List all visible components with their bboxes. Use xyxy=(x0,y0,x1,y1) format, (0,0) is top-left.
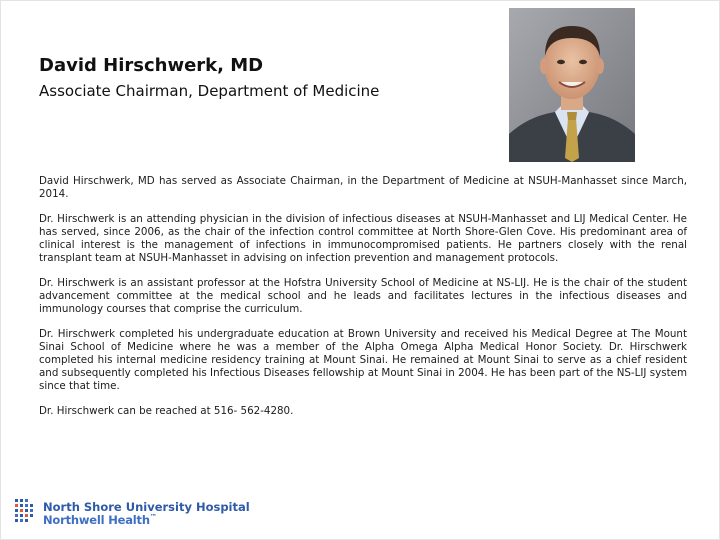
bio-contact-paragraph: Dr. Hirschwerk can be reached at 516- 562-4280. xyxy=(39,405,294,417)
biography xyxy=(39,175,687,430)
profile-name: David Hirschwerk, MD xyxy=(39,55,264,76)
logo-trademark-mark: ™ xyxy=(149,513,157,522)
hospital-logo xyxy=(15,498,250,527)
logo-system-name-text: Northwell Health xyxy=(43,513,150,527)
logo-system-name xyxy=(43,513,157,527)
profile-title: Associate Chairman, Department of Medicine xyxy=(39,82,380,100)
bio-paragraph: David Hirschwerk, MD has served as Associate Chairman, in the Department of Medicine at NSUH-Manhasset since March, 2014. xyxy=(39,175,687,200)
bio-paragraph: Dr. Hirschwerk is an attending physician in the division of infectious diseases at NSUH-Manhasset and LIJ Medical Center. He has served, since 2006, as the chair of the infection control committee at North Shore-Glen Cove. His predominant area of clinical interest is the management of infections in immunocompromised patients. He partners closely with the renal transplant team at NSUH-Manhasset in advising on infection prevention and management protocols. xyxy=(39,213,687,264)
logo-hospital-name: North Shore University Hospital xyxy=(43,500,250,514)
portrait-icon xyxy=(509,8,635,162)
bio-paragraph: Dr. Hirschwerk is an assistant professor at the Hofstra University School of Medicine at NS-LIJ. He is the chair of the student advancement committee at the medical school and he leads and facilitates lectures in the infectious diseases and immunology courses that comprise the curriculum. xyxy=(39,277,687,315)
portrait-photo xyxy=(509,8,635,162)
northwell-mark-icon xyxy=(15,499,39,525)
bio-paragraph: Dr. Hirschwerk completed his undergraduate education at Brown University and received his Medical Degree at The Mount Sinai School of Medicine where he was a member of the Alpha Omega Alpha Medical Honor Society. Dr. Hirschwerk completed his internal medicine residency training at Mount Sinai. He remained at Mount Sinai to serve as a chief resident and subsequently completed his Infectious Diseases fellowship at Mount Sinai in 2004. He has been part of the NS-LIJ system since that time. xyxy=(39,328,687,392)
